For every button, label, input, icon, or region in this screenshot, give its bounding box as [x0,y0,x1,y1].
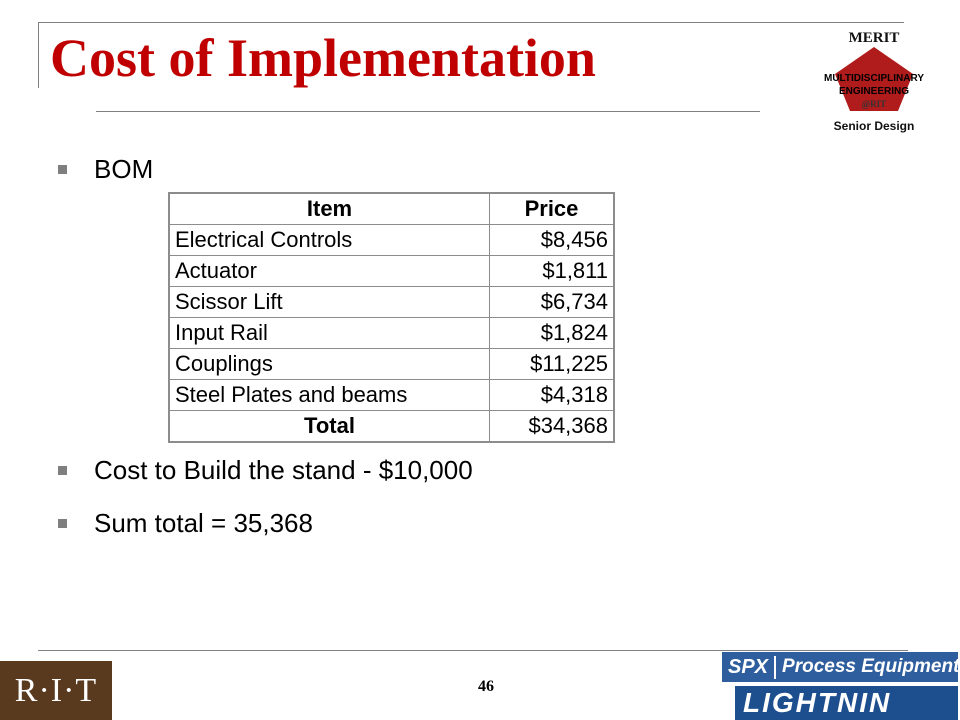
bullet-text: Cost to Build the stand - $10,000 [94,455,473,485]
lightnin-logo [735,686,958,720]
merit-logo [812,30,936,138]
table-row [169,318,614,349]
table-total-price: $34,368 [490,411,615,443]
table-cell-item: Scissor Lift [169,287,490,318]
table-header-row [169,193,614,225]
table-cell-item: Actuator [169,256,490,287]
table-cell-price: $8,456 [490,225,615,256]
table-row [169,225,614,256]
column-header-price: Price [490,193,615,225]
bom-table [168,192,615,443]
bullet-build-cost [58,455,473,486]
table-row [169,380,614,411]
process-equipment-text: Process Equipment [782,656,960,677]
table-cell-item: Steel Plates and beams [169,380,490,411]
merit-logo-line3: @RIT [861,99,887,109]
top-frame-line [38,22,904,23]
bullet-square-icon [58,466,67,475]
bullet-square-icon [58,519,67,528]
merit-logo-caption: Senior Design [833,119,915,133]
bullet-text: BOM [94,154,154,184]
merit-logo-line2: ENGINEERING [838,86,909,97]
rit-logo [0,661,112,720]
left-frame-line [38,22,39,88]
table-row [169,287,614,318]
table-cell-price: $6,734 [490,287,615,318]
slide-title: Cost of Implementation [50,28,596,88]
spx-process-equipment-logo [722,652,958,682]
table-row [169,349,614,380]
table-cell-price: $4,318 [490,380,615,411]
lightnin-logo-text: LIGHTNIN [743,687,892,718]
page-number: 46 [478,678,494,695]
spx-logo-text: SPX [722,656,776,679]
title-underline [96,111,760,112]
table-row [169,256,614,287]
bullet-text: Sum total = 35,368 [94,508,313,538]
footer-rule [38,650,908,651]
rit-logo-text: R·I·T [14,671,98,709]
table-total-label: Total [169,411,490,443]
bullet-square-icon [58,165,67,174]
column-header-item: Item [169,193,490,225]
bullet-sum-total [58,508,313,539]
table-cell-item: Electrical Controls [169,225,490,256]
table-cell-price: $11,225 [490,349,615,380]
bullet-bom [58,154,153,185]
table-total-row [169,411,614,443]
table-cell-item: Couplings [169,349,490,380]
table-cell-price: $1,811 [490,256,615,287]
merit-logo-line1: MULTIDISCIPLINARY [824,73,924,84]
merit-logo-label: MERIT [848,30,900,46]
table-cell-item: Input Rail [169,318,490,349]
table-cell-price: $1,824 [490,318,615,349]
